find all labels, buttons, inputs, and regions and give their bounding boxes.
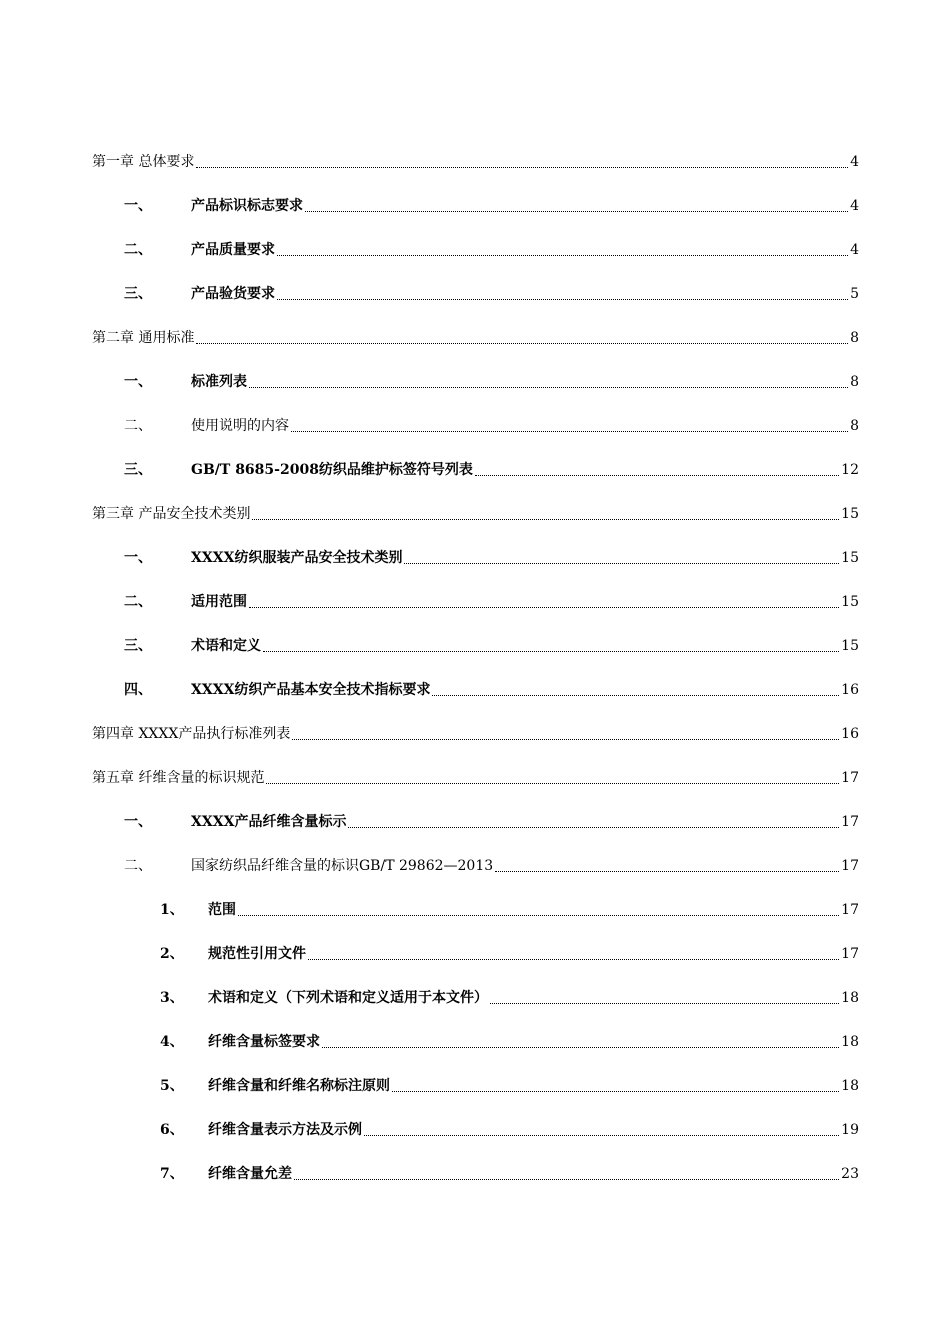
toc-entry-number: 三、 [124,462,152,478]
toc-entry[interactable] [92,723,859,745]
toc-entry-title: 第四章 XXXX产品执行标准列表 [92,726,291,742]
dot-leader [291,431,848,432]
dot-leader [305,211,848,212]
dot-leader [249,607,839,608]
toc-entry-page-number: 15 [841,638,859,654]
toc-entry-title: 术语和定义（下列术语和定义适用于本文件） [208,990,488,1006]
toc-entry-number: 6、 [160,1122,184,1138]
toc-entry[interactable] [124,415,859,437]
toc-entry-number: 四、 [124,682,152,698]
toc-entry-title: 第三章 产品安全技术类别 [92,506,251,522]
toc-entry-number: 二、 [124,418,152,434]
toc-entry-number: 5、 [160,1078,184,1094]
dot-leader [490,1003,839,1004]
toc-entry-page-number: 18 [841,1078,859,1094]
toc-entry-title: 纤维含量表示方法及示例 [208,1122,362,1138]
toc-entry[interactable] [160,943,859,965]
toc-entry-title: 使用说明的内容 [191,418,289,434]
toc-entry-page-number: 8 [850,374,859,390]
toc-entry-page-number: 8 [850,330,859,346]
dot-leader [266,783,839,784]
toc-entry-number: 一、 [124,198,152,214]
toc-entry-title: 范围 [208,902,236,918]
toc-entry-title: 纤维含量允差 [208,1166,292,1182]
toc-entry[interactable] [92,767,859,789]
toc-entry-page-number: 15 [841,550,859,566]
toc-entry-number: 3、 [160,990,184,1006]
dot-leader [392,1091,839,1092]
toc-entry[interactable] [124,547,859,569]
dot-leader [196,343,848,344]
toc-entry-page-number: 4 [850,198,859,214]
toc-entry-title: XXXX纺织服装产品安全技术类别 [191,550,403,566]
toc-entry[interactable] [124,811,859,833]
toc-entry-number: 三、 [124,286,152,302]
toc-entry-number: 一、 [124,374,152,390]
toc-entry-title: 规范性引用文件 [208,946,306,962]
toc-entry[interactable] [124,371,859,393]
toc-entry-title: 产品质量要求 [191,242,275,258]
dot-leader [292,739,839,740]
toc-entry-page-number: 23 [841,1166,859,1182]
toc-entry-number: 1、 [160,902,184,918]
toc-entry[interactable] [124,283,859,305]
toc-entry-page-number: 5 [850,286,859,302]
toc-entry-title: 国家纺织品纤维含量的标识GB/T 29862—2013 [191,858,494,874]
dot-leader [308,959,839,960]
dot-leader [252,519,839,520]
toc-entry-title: XXXX产品纤维含量标示 [191,814,347,830]
toc-entry-number: 7、 [160,1166,184,1182]
toc-entry[interactable] [92,503,859,525]
toc-entry-page-number: 15 [841,594,859,610]
toc-entry-title: 产品验货要求 [191,286,275,302]
toc-entry-page-number: 17 [841,946,859,962]
toc-entry-title: XXXX纺织产品基本安全技术指标要求 [191,682,431,698]
toc-entry-page-number: 17 [841,814,859,830]
toc-entry[interactable] [124,591,859,613]
toc-entry[interactable] [124,459,859,481]
toc-entry-title: 纤维含量标签要求 [208,1034,320,1050]
dot-leader [263,651,839,652]
toc-entry-page-number: 12 [841,462,859,478]
dot-leader [404,563,839,564]
toc-entry-page-number: 8 [850,418,859,434]
toc-entry[interactable] [124,679,859,701]
toc-entry[interactable] [160,1075,859,1097]
toc-entry[interactable] [124,635,859,657]
toc-entry-page-number: 16 [841,726,859,742]
dot-leader [294,1179,839,1180]
toc-entry[interactable] [92,151,859,173]
toc-entry-title: 产品标识标志要求 [191,198,303,214]
toc-entry-page-number: 17 [841,858,859,874]
toc-entry[interactable] [124,855,859,877]
dot-leader [495,871,839,872]
toc-entry-page-number: 17 [841,902,859,918]
dot-leader [196,167,848,168]
toc-entry-page-number: 17 [841,770,859,786]
toc-entry-number: 二、 [124,594,152,610]
toc-entry-number: 二、 [124,242,152,258]
dot-leader [475,475,839,476]
dot-leader [364,1135,839,1136]
toc-entry-page-number: 15 [841,506,859,522]
toc-entry-number: 2、 [160,946,184,962]
toc-entry[interactable] [160,1163,859,1185]
dot-leader [277,299,848,300]
dot-leader [348,827,839,828]
toc-entry[interactable] [92,327,859,349]
toc-entry[interactable] [124,195,859,217]
dot-leader [277,255,848,256]
toc-entry[interactable] [124,239,859,261]
toc-entry-number: 一、 [124,814,152,830]
toc-entry-title: 第一章 总体要求 [92,154,195,170]
dot-leader [322,1047,839,1048]
toc-entry-page-number: 18 [841,990,859,1006]
toc-entry-number: 三、 [124,638,152,654]
toc-entry[interactable] [160,1031,859,1053]
toc-entry-title: 纤维含量和纤维名称标注原则 [208,1078,390,1094]
dot-leader [249,387,848,388]
toc-entry-page-number: 18 [841,1034,859,1050]
toc-entry-number: 4、 [160,1034,184,1050]
toc-entry-title: 适用范围 [191,594,247,610]
toc-entry-title: 标准列表 [191,374,247,390]
toc-entry-page-number: 16 [841,682,859,698]
toc-entry[interactable] [160,899,859,921]
toc-entry-title: 术语和定义 [191,638,261,654]
toc-entry-number: 二、 [124,858,152,874]
dot-leader [432,695,839,696]
toc-entry[interactable] [160,987,859,1009]
toc-entry-page-number: 4 [850,242,859,258]
toc-entry-title: 第五章 纤维含量的标识规范 [92,770,265,786]
toc-entry-page-number: 4 [850,154,859,170]
toc-entry-title: 第二章 通用标准 [92,330,195,346]
toc-entry-title: GB/T 8685-2008纺织品维护标签符号列表 [191,462,473,478]
toc-entry-page-number: 19 [841,1122,859,1138]
dot-leader [238,915,839,916]
toc-entry[interactable] [160,1119,859,1141]
toc-entry-number: 一、 [124,550,152,566]
